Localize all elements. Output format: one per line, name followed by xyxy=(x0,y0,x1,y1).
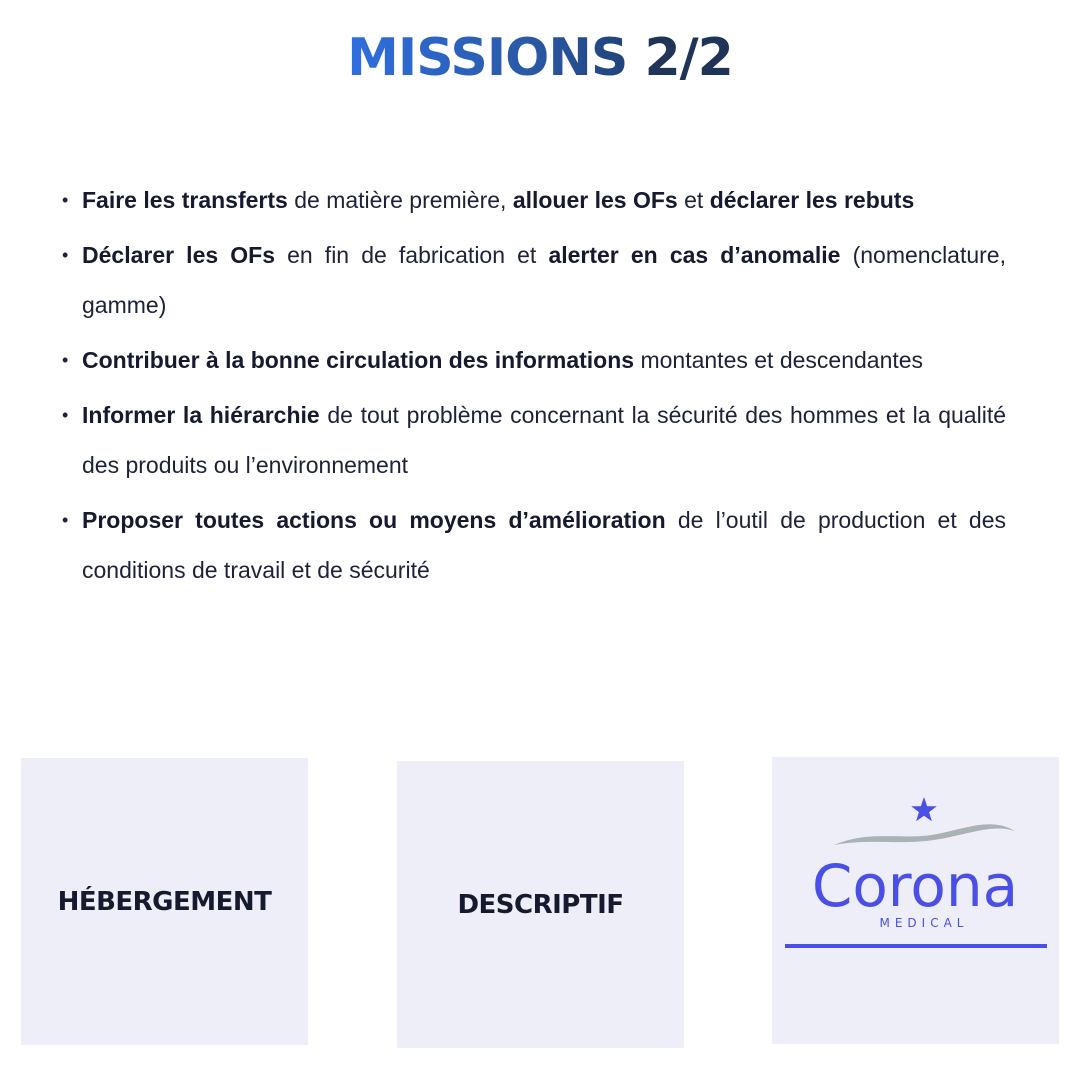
mission-text-bold: alerter en cas d’anomalie xyxy=(548,242,841,268)
mission-item xyxy=(62,230,1006,330)
mission-item xyxy=(62,335,1006,385)
title-page-number: 2/2 xyxy=(644,28,733,88)
hebergement-card[interactable] xyxy=(21,758,308,1045)
missions-list xyxy=(62,175,1006,600)
mission-item xyxy=(62,495,1006,595)
logo-brand: Corona xyxy=(811,852,1019,920)
mission-item xyxy=(62,175,1006,225)
mission-text-bold: Proposer toutes actions ou moyens d’amélioration xyxy=(82,507,666,533)
logo-underline xyxy=(785,944,1047,948)
mission-item xyxy=(62,390,1006,490)
mission-text-bold: allouer les OFs xyxy=(512,187,678,213)
mission-text: de matière première, xyxy=(287,187,513,213)
mission-text: et xyxy=(677,187,710,213)
mission-text: en fin de fabrication et xyxy=(275,242,549,268)
swoosh-icon xyxy=(834,824,1015,845)
mission-text-bold: Informer la hiérarchie xyxy=(82,402,320,428)
hebergement-label: HÉBERGEMENT xyxy=(57,886,272,917)
mission-text-bold: Déclarer les OFs xyxy=(82,242,275,268)
mission-text: de tout problème concernant la sécurité des hommes et la qualité des produits ou l’environnement xyxy=(82,402,1007,478)
mission-text-bold: Contribuer à la bonne circulation des informations xyxy=(82,347,635,373)
mission-text: de l’outil de production et des conditions de travail et de sécurité xyxy=(82,507,1006,583)
corona-medical-card[interactable] xyxy=(772,757,1059,1044)
mission-text: montantes et descendantes xyxy=(634,347,924,373)
star-icon xyxy=(911,797,937,821)
mission-text: (nomenclature, gamme) xyxy=(82,242,1006,318)
corona-medical-logo xyxy=(772,757,1059,1044)
title-main: MISSIONS xyxy=(347,28,645,88)
mission-text-bold: déclarer les rebuts xyxy=(709,187,915,213)
descriptif-card[interactable] xyxy=(397,761,684,1048)
logo-subtitle: MEDICAL xyxy=(879,916,969,930)
descriptif-label: DESCRIPTIF xyxy=(457,889,624,920)
mission-text-bold: Faire les transferts xyxy=(82,187,288,213)
page-title xyxy=(0,28,1080,88)
